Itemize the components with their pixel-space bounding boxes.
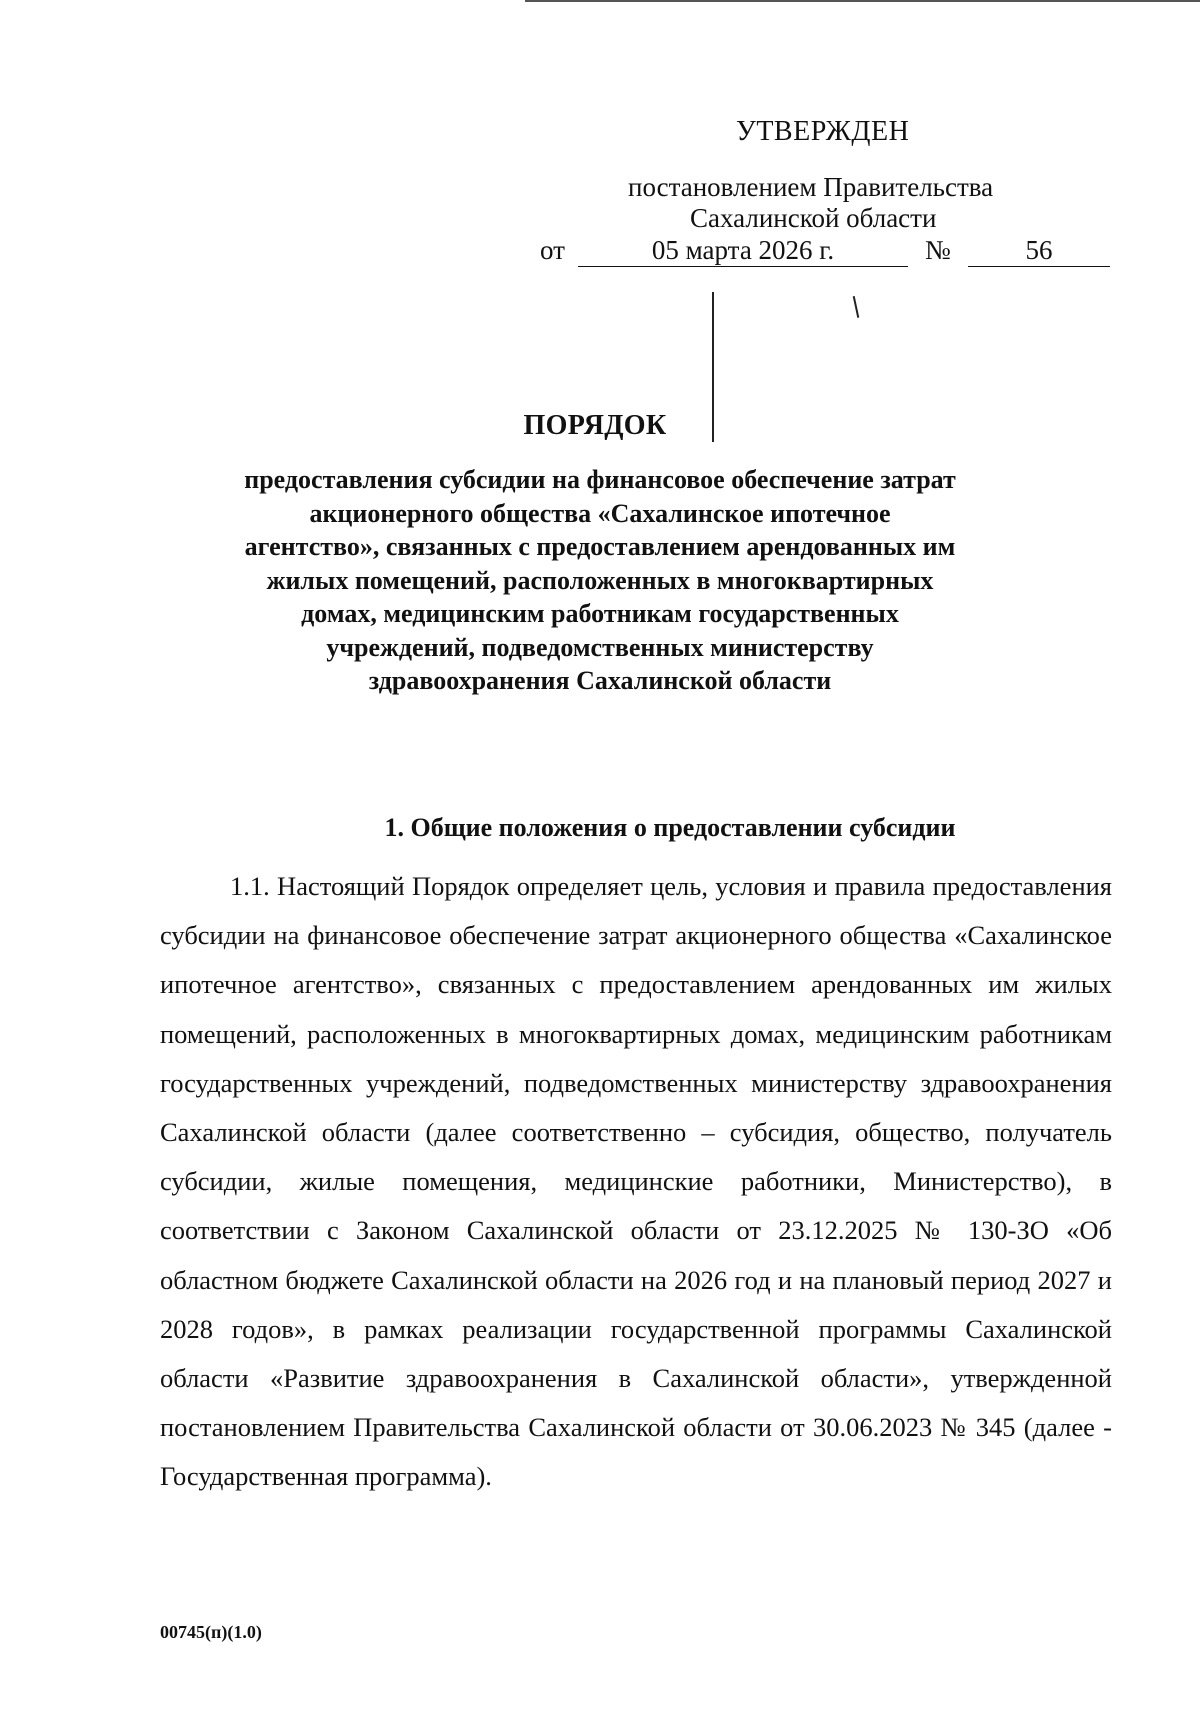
document-code: 00745(п)(1.0) [160, 1622, 262, 1642]
approval-line-2: Сахалинской области [690, 203, 937, 233]
approval-date: 05 марта 2026 г. [578, 234, 908, 267]
document-title: ПОРЯДОК [523, 410, 667, 441]
section-heading: 1. Общие положения о предоставлении субсидии [384, 813, 956, 842]
paragraph-1-1: 1.1. Настоящий Порядок определяет цель, условия и правила предоставления субсидии на финансовое обеспечение затрат акционерного общества «Сахалинское ипотечное агентство», связанных с предоставлением арендованных им жилых помещений, расположенных в многоквартирных домах, медицинским работникам государственных учреждений, подведомственных министерству здравоохранения Сахалинской области (далее соответственно – субсидия, общество, получатель субсидии, жилые помещения, медицинские работники, Министерство), в соответствии с Законом Сахалинской области от 23.12.2025 № 130-ЗО «Об областном бюджете Сахалинской области на 2026 год и на плановый период 2027 и 2028 годов», в рамках реализации государственной программы Сахалинской области «Развитие здравоохранения в Сахалинской области», утвержденной постановлением Правительства Сахалинской области от 30.06.2023 № 345 (далее - Государственная программа). [160, 871, 1112, 1492]
date-prefix: от [540, 235, 565, 265]
approval-line-1: постановлением Правительства [628, 172, 994, 202]
number-label: № [925, 235, 951, 265]
approval-title: УТВЕРЖДЕН [736, 116, 910, 147]
scan-mark-short [853, 296, 859, 318]
approval-number: 56 [968, 234, 1110, 267]
document-subtitle: предоставления субсидии на финансовое обеспечение затрат акционерного общества «Сахалинское ипотечное агентство», связанных с предоставлением арендованных им жилых помещений, расположенных в многоквартирных домах, медицинским работникам государственных учреждений, подведомственных министерству здравоохранения Сахалинской области [244, 465, 956, 695]
top-border-line [525, 0, 1200, 2]
approval-dateline [540, 234, 1120, 268]
